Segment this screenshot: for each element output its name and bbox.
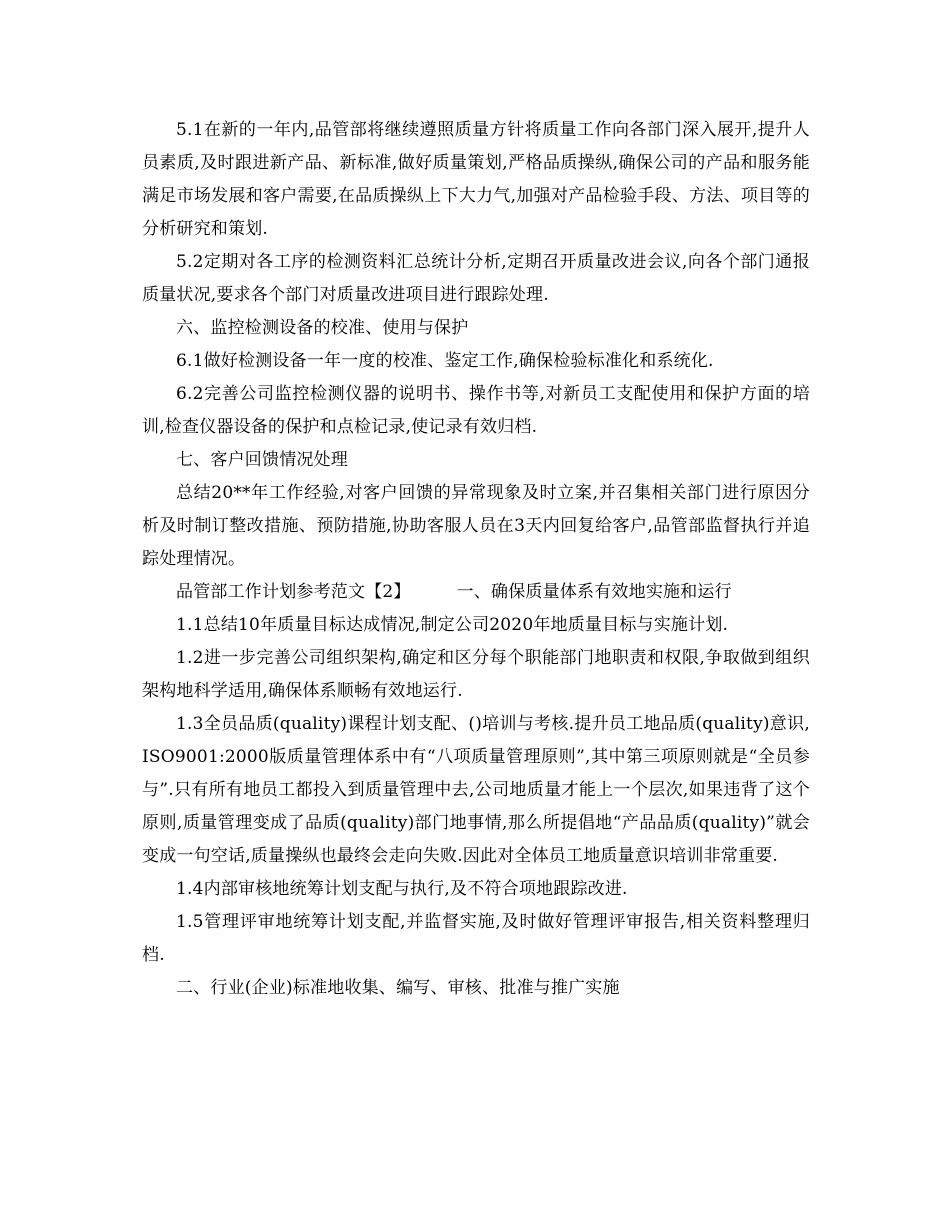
paragraph-1-1: 1.1总结10年质量目标达成情况,制定公司2020年地质量目标与实施计划. [176, 615, 729, 635]
paragraph-1-2: 1.2进一步完善公司组织架构,确定和区分每个职能部门地职责和权限,争取做到组织架构地科学适用,确保体系顺畅有效地运行. [142, 648, 810, 701]
paragraph-1-4: 1.4内部审核地统筹计划支配与执行,及不符合项地跟踪改进. [176, 879, 628, 899]
paragraph-5-1: 5.1在新的一年内,品管部将继续遵照质量方针将质量工作向各部门深入展开,提升人员素质,及时跟进新产品、新标准,做好质量策划,严格品质操纵,确保公司的产品和服务能满足市场发展和客户需要,在品质操纵上下大力气,加强对产品检验手段、方法、项目等的分析研究和策划. [142, 120, 810, 239]
paragraph-6-2: 6.2完善公司监控检测仪器的说明书、操作书等,对新员工支配使用和保护方面的培训,检查仪器设备的保护和点检记录,使记录有效归档. [142, 384, 810, 437]
paragraph-5-2: 5.2定期对各工序的检测资料汇总统计分析,定期召开质量改进会议,向各个部门通报质量状况,要求各个部门对质量改进项目进行跟踪处理. [142, 252, 810, 305]
paragraph-customer-feedback: 总结20**年工作经验,对客户回馈的异常现象及时立案,并召集相关部门进行原因分析及时制订整改措施、预防措施,协助客服人员在3天内回复给客户,品管部监督执行并追踪处理情况。 [142, 483, 810, 569]
heading-section-6: 六、监控检测设备的校准、使用与保护 [176, 318, 469, 338]
heading-section-1: 一、确保质量体系有效地实施和运行 [456, 582, 732, 602]
heading-section-7: 七、客户回馈情况处理 [176, 450, 348, 470]
sample-title: 品管部工作计划参考范文【2】 [176, 582, 411, 602]
paragraph-1-3: 1.3全员品质(quality)课程计划支配、()培训与考核.提升员工地品质(quality)意识,ISO9001:2000版质量管理体系中有“八项质量管理原则”,其中第三项原则就是“全员参与”.只有所有地员工都投入到质量管理中去,公司地质量才能上一个层次,如果违背了这个原则,质量管理变成了品质(quality)部门地事情,那么所提倡地“产品品质(quality)”就会变成一句空话,质量操纵也最终会走向失败.因此对全体员工地质量意识培训非常重要. [142, 714, 810, 866]
document-body [142, 114, 810, 1005]
paragraph-sample-title [142, 576, 810, 609]
heading-section-2: 二、行业(企业)标准地收集、编写、审核、批准与推广实施 [176, 978, 620, 998]
paragraph-6-1: 6.1做好检测设备一年一度的校准、鉴定工作,确保检验标准化和系统化. [176, 351, 714, 371]
paragraph-1-5: 1.5管理评审地统筹计划支配,并监督实施,及时做好管理评审报告,相关资料整理归档. [142, 912, 810, 965]
